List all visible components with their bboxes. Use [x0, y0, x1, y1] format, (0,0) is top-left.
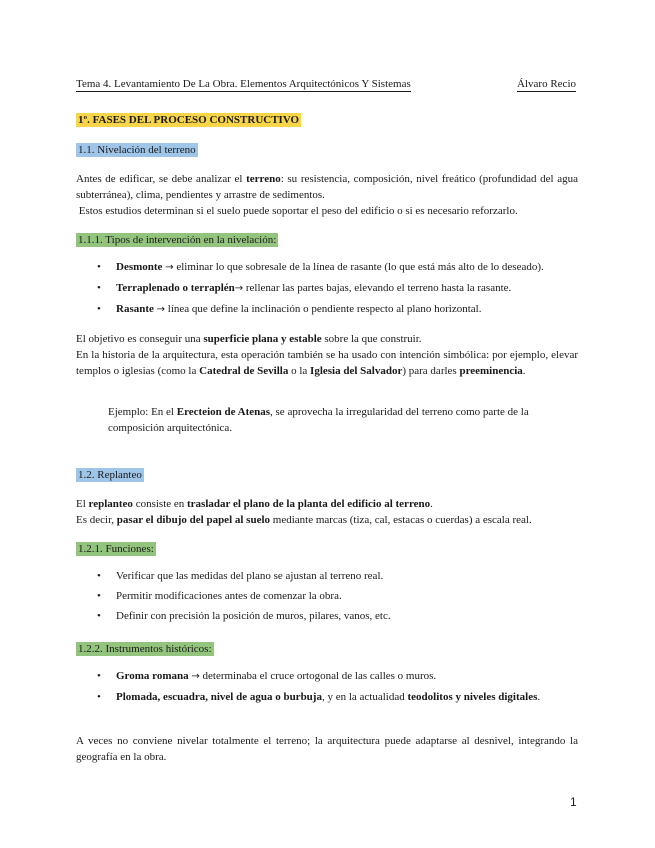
text-run: , se aprovecha la irregularidad del terreno como parte de la composición arquitectónica. [108, 406, 529, 434]
arrow-icon: → [191, 671, 200, 682]
text-run: Estos estudios determinan si el suelo puede soportar el peso del edificio o si es necesario reforzarlo. [78, 205, 518, 217]
text-run: : su resistencia, composición, nivel freático (profundidad del agua subterránea), clima, pendientes y arrastre de sedimentos. [76, 173, 578, 201]
text-bold: Iglesia del Salvador [310, 365, 403, 377]
list-term: Groma romana [116, 670, 189, 682]
paragraph-historia [76, 347, 578, 379]
list-term: Desmonte [116, 261, 163, 273]
intervention-list [76, 259, 578, 322]
heading-1-2: 1.2. Replanteo [78, 469, 142, 481]
heading-1-1: 1.1. Nivelación del terreno [78, 144, 196, 156]
heading-1-2-1-block [76, 541, 578, 557]
heading-1-1-1: 1.1.1. Tipos de intervención en la nivelación: [78, 234, 277, 246]
list-text: , y en la actualidad [321, 691, 408, 703]
list-item [76, 259, 578, 276]
text-bold: Erecteion de Atenas [176, 406, 271, 418]
text-run: Ejemplo: En el [108, 406, 177, 418]
list-item [76, 301, 578, 318]
list-text: . [537, 691, 541, 703]
text-run: mediante marcas (tiza, cal, estacas o cuerdas) a escala real. [270, 514, 532, 526]
section-1-title-block [76, 112, 578, 128]
list-text: determinaba el cruce ortogonal de las calles o muros. [199, 670, 437, 682]
page-number: 1 [570, 795, 577, 809]
heading-1-2-2-block [76, 641, 578, 657]
heading-1-2-2: 1.2.2. Instrumentos históricos: [78, 643, 212, 655]
list-term: Terraplenado o terraplén [116, 282, 235, 294]
instruments-list [76, 668, 578, 709]
paragraph-closing: A veces no conviene nivelar totalmente el terreno; la arquitectura puede adaptarse al desnivel, integrando la geografía en la obra. [76, 735, 578, 763]
list-item: • Definir con precisión la posición de muros, pilares, vanos, etc. [76, 608, 578, 624]
list-item [76, 280, 578, 297]
text-bold: superficie plana y estable [203, 333, 322, 345]
text-bold: terreno [246, 173, 281, 185]
list-text: línea que define la inclinación o pendiente respecto al plano horizontal. [165, 303, 482, 315]
heading-1-2-1: 1.2.1. Funciones: [78, 543, 154, 555]
paragraph-objetivo [76, 331, 578, 347]
functions-list [76, 568, 578, 628]
text-run: ) para darles [402, 365, 460, 377]
section-1-title: 1º. FASES DEL PROCESO CONSTRUCTIVO [78, 114, 300, 126]
text-bold: trasladar el plano de la planta del edificio al terreno [187, 498, 431, 510]
text-run: sobre la que construir. [321, 333, 422, 345]
paragraph-es-decir [76, 512, 578, 528]
arrow-icon: → [156, 304, 166, 315]
example-block [108, 404, 548, 436]
list-item: • Verificar que las medidas del plano se ajustan al terreno real. [76, 568, 578, 584]
paragraph-terreno [76, 171, 578, 203]
text-bold: preeminencia [459, 365, 523, 377]
paragraph-estudios [76, 203, 578, 219]
list-item [76, 668, 578, 685]
text-run: o la [288, 365, 311, 377]
list-item: • Permitir modificaciones antes de comenzar la obra. [76, 588, 578, 604]
arrow-icon: → [165, 262, 174, 273]
heading-1-2-block [76, 467, 578, 483]
list-text: rellenar las partes bajas, elevando el terreno hasta la rasante. [243, 282, 512, 294]
header-author: Álvaro Recio [517, 78, 576, 90]
text-run: Es decir, [76, 514, 117, 526]
header-title: Tema 4. Levantamiento De La Obra. Elementos Arquitectónicos Y Sistemas [76, 78, 411, 90]
text-run: El objetivo es conseguir una [76, 333, 204, 345]
text-run: Antes de edificar, se debe analizar el [76, 173, 247, 185]
list-term: Plomada, escuadra, nivel de agua o burbuja [116, 691, 322, 703]
list-text: eliminar lo que sobresale de la línea de rasante (lo que está más alto de lo deseado). [173, 261, 544, 273]
text-run: En la historia de la arquitectura, esta operación también se ha usado con intención simbólica: por ejemplo, elevar templos o iglesias (como la [76, 349, 578, 377]
list-item [76, 689, 578, 705]
paragraph-replanteo [76, 496, 578, 512]
text-bold: replanteo [88, 498, 133, 510]
list-term: Rasante [116, 303, 154, 315]
arrow-icon: → [234, 283, 244, 294]
text-run: consiste en [132, 498, 188, 510]
heading-1-1-block [76, 142, 578, 158]
list-term: teodolitos y niveles digitales [407, 691, 538, 703]
text-run: . [430, 498, 433, 510]
text-bold: pasar el dibujo del papel al suelo [116, 514, 271, 526]
text-run: . [522, 365, 526, 377]
text-bold: Catedral de Sevilla [199, 365, 289, 377]
heading-1-1-1-block [76, 232, 578, 248]
text-run: El [76, 498, 89, 510]
